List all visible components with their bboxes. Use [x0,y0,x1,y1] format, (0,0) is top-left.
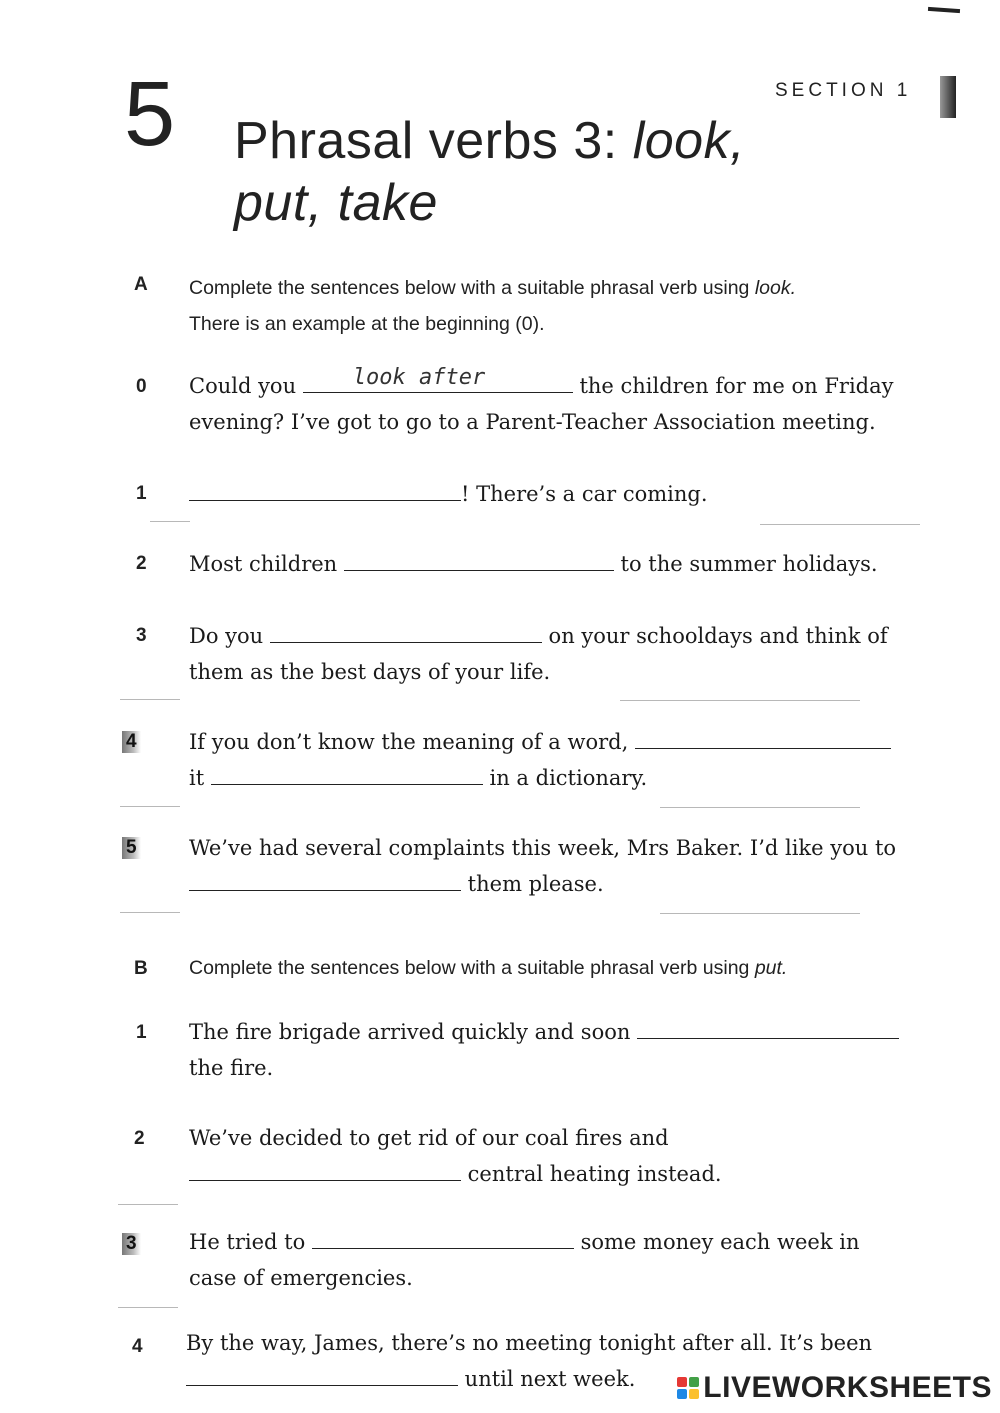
part-a-instruction: Complete the sentences below with a suitable phrasal verb using look. There is an example at the beginning (0). [189,277,797,335]
divider [660,807,860,808]
divider [118,1204,178,1205]
answer-blank[interactable] [344,548,614,571]
question-number: 0 [136,376,147,397]
question-a2: Most children to the summer holidays. [189,546,939,582]
divider [118,1307,178,1308]
corner-mark [928,7,960,13]
page-title [234,110,914,235]
answer-blank[interactable] [637,1016,899,1039]
answer-blank[interactable] [635,726,891,749]
unit-number: 5 [124,63,176,165]
liveworksheets-logo[interactable] [677,1371,992,1405]
divider [760,524,920,525]
question-number: 3 [122,1233,141,1255]
divider [120,806,180,807]
question-b3: He tried to some money each week in case of emergencies. [189,1224,939,1296]
question-a0: Could you look after the children for me on Friday evening? I’ve got to go to a Parent-Teacher Association meeting. [189,368,939,440]
question-number: 1 [136,483,147,504]
logo-square [689,1389,699,1399]
question-number: 3 [136,625,147,646]
answer-blank[interactable] [189,868,461,891]
part-a-letter: A [134,274,148,295]
question-a4: If you don’t know the meaning of a word, it in a dictionary. [189,724,939,796]
logo-square [689,1377,699,1387]
logo-text: LIVEWORKSHEETS [703,1371,992,1404]
question-b1: The fire brigade arrived quickly and soon the fire. [189,1014,939,1086]
logo-icon [677,1377,699,1399]
question-a5: We’ve had several complaints this week, Mrs Baker. I’d like you to them please. [189,836,897,896]
answer-blank[interactable] [270,620,542,643]
logo-square [677,1377,687,1387]
section-label: SECTION 1 [775,80,912,101]
question-number: 1 [136,1022,147,1043]
part-b-letter: B [134,958,148,979]
section-tab-mark [940,76,956,118]
divider [150,521,190,522]
question-a3: Do you on your schooldays and think of them as the best days of your life. [189,618,939,690]
divider [620,700,860,701]
question-number: 5 [122,837,141,859]
question-a1: ! There’s a car coming. [189,476,939,512]
title-plain: Phrasal verbs 3: [234,112,633,170]
question-number: 4 [132,1336,143,1357]
title-keywords-put-take: put, take [234,174,438,233]
keyword-put: put. [754,957,788,979]
title-keyword-look: look, [632,112,746,170]
question-number: 4 [122,731,141,753]
answer-blank[interactable] [303,365,573,393]
question-number: 2 [136,553,147,574]
question-number: 2 [134,1128,145,1149]
question-b2: We’ve decided to get rid of our coal fires and central heating instead. [189,1126,722,1186]
logo-square [677,1389,687,1399]
divider [120,912,180,913]
part-b-instruction: Complete the sentences below with a suitable phrasal verb using put. [189,957,788,979]
answer-blank[interactable] [186,1363,458,1386]
answer-blank[interactable] [211,762,483,785]
answer-blank[interactable] [312,1226,574,1249]
answer-blank[interactable] [189,1158,461,1181]
answer-blank[interactable] [189,478,461,501]
question-b4: By the way, James, there’s no meeting tonight after all. It’s been until next week. [186,1331,873,1391]
divider [120,699,180,700]
example-answer: look after [352,365,486,390]
divider [660,913,860,914]
keyword-look: look. [754,277,797,299]
